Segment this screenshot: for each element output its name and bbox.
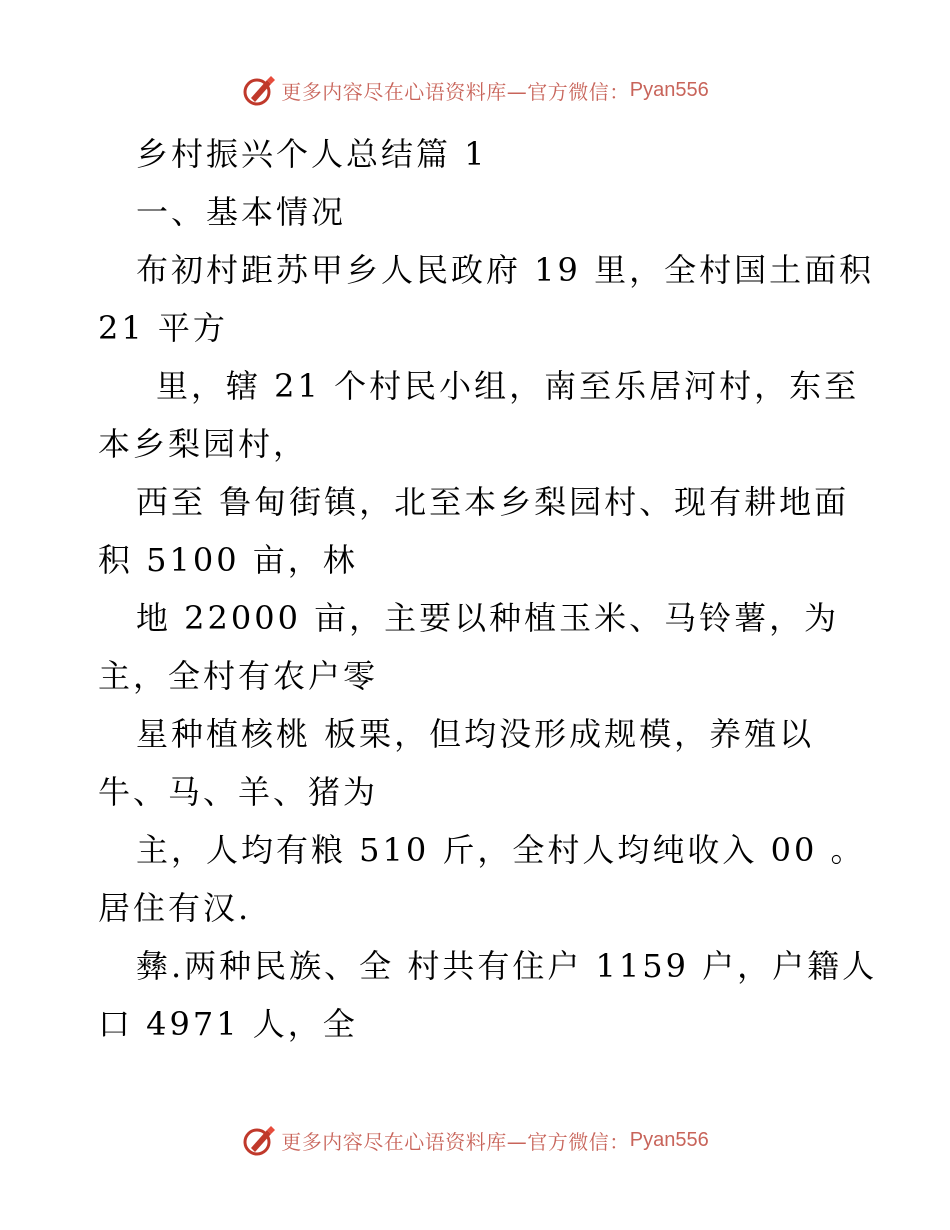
paragraph-line: 积 5100 亩，林 [98,541,358,579]
paragraph-line: 里，辖 21 个村民小组，南至乐居河村，东至 [156,367,860,405]
paragraph-line: 牛、马、羊、猪为 [98,773,379,811]
paragraph-line: 本乡梨园村， [98,425,309,463]
pen-logo-icon [241,1122,277,1158]
paragraph-line: 地 22000 亩，主要以种植玉米、马铃薯，为 [136,599,840,637]
watermark-handle: Pyan556 [629,78,709,101]
paragraph-line: 彝.两种民族、全 村共有住户 1159 户，户籍人 [136,947,878,985]
section-heading: 一、基本情况 [136,193,347,231]
paragraph-line: 21 平方 [98,309,228,347]
watermark-handle: Pyan556 [629,1128,709,1151]
footer-watermark-banner [0,1120,950,1160]
paragraph-line: 主，人均有粮 510 斤，全村人均纯收入 00 。 [136,831,866,869]
paragraph-line: 布初村距苏甲乡人民政府 19 里，全村国土面积 [136,251,875,289]
paragraph-line: 主，全村有农户零 [98,657,379,695]
pen-logo-icon [241,72,277,108]
paragraph-line: 口 4971 人，全 [98,1005,358,1043]
paragraph-line: 星种植核桃 板栗，但均没形成规模，养殖以 [136,715,815,753]
document-body [0,125,950,1053]
document-title: 乡村振兴个人总结篇 1 [136,135,488,173]
watermark-text: 更多内容尽在心语资料库—官方微信： [281,79,630,104]
paragraph-line: 居住有汉. [98,889,252,927]
paragraph-line: 西至 鲁甸街镇，北至本乡梨园村、现有耕地面 [136,483,850,521]
header-watermark-banner [0,70,950,110]
watermark-text: 更多内容尽在心语资料库—官方微信： [281,1129,630,1154]
